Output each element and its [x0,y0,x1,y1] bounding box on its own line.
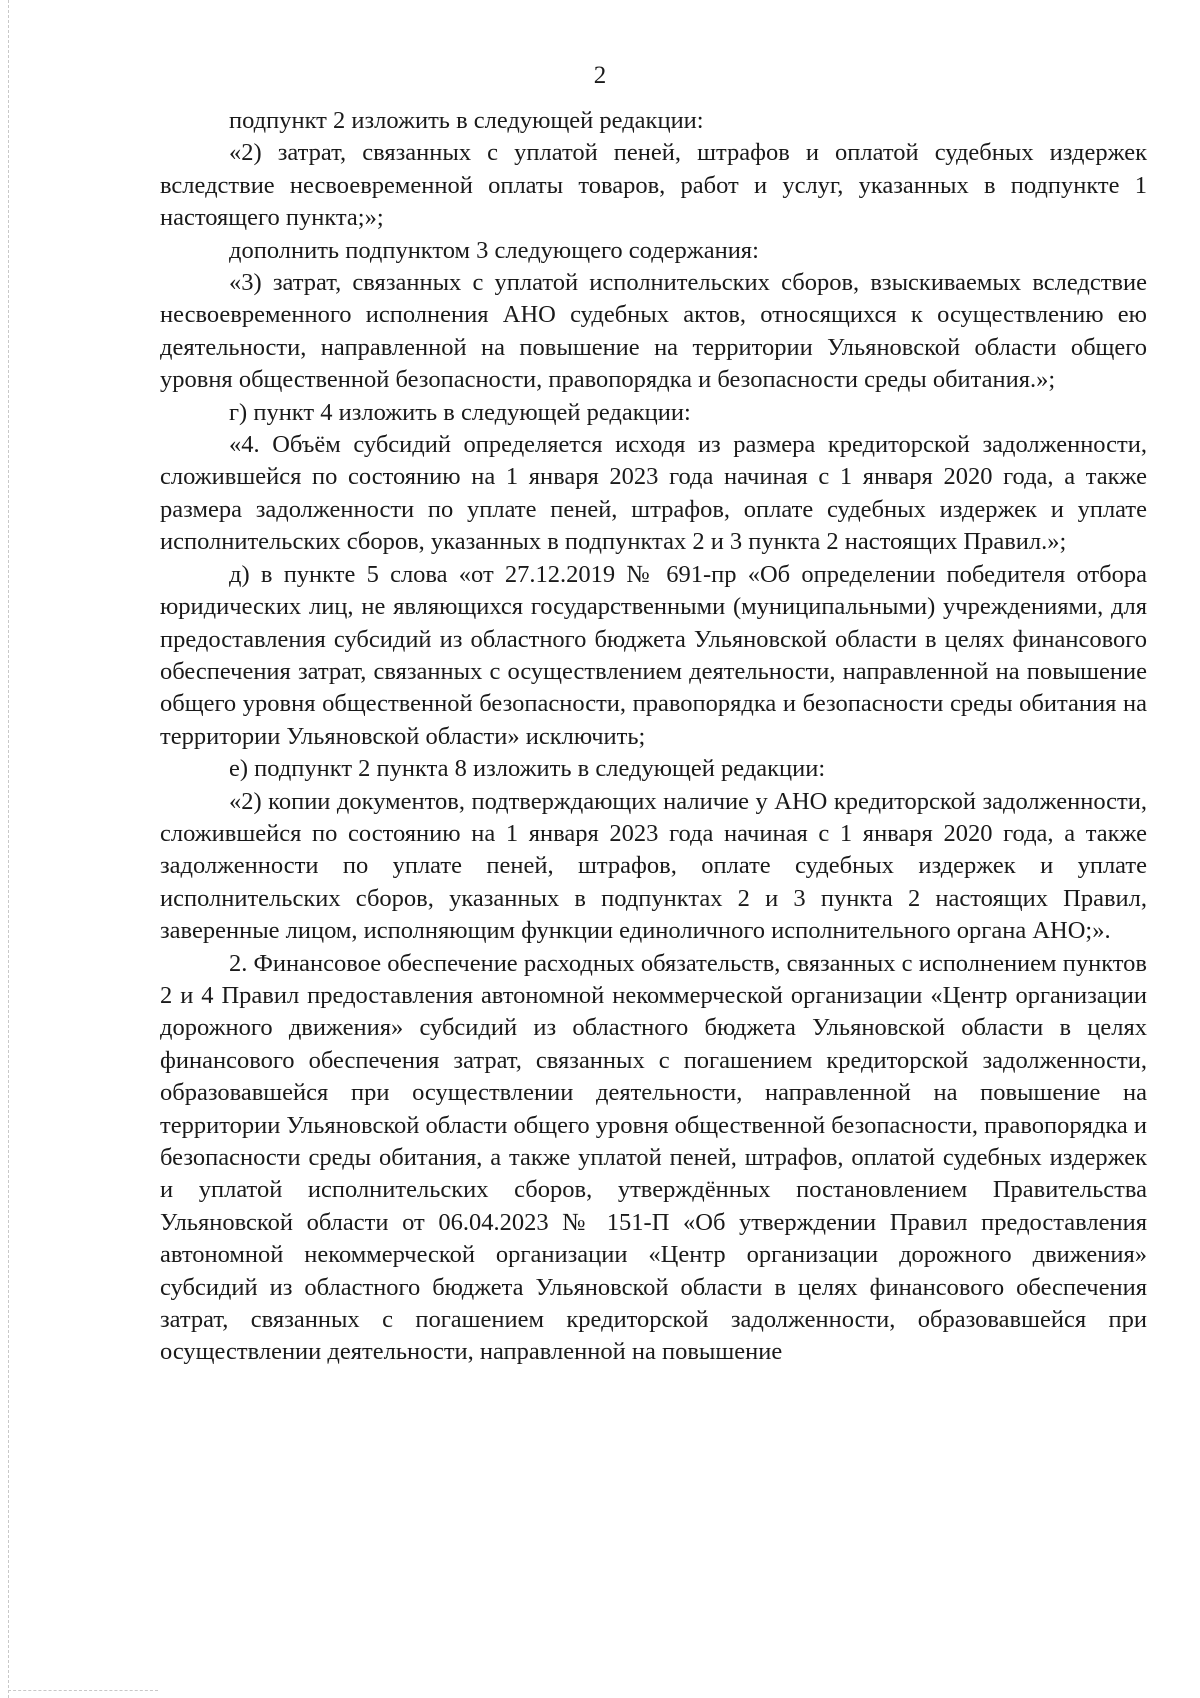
document-body [160,105,1147,1369]
paragraph: «2) копии документов, подтверждающих наличие у АНО кредиторской задолженности, сложившейся по состоянию на 1 января 2023 года начиная с 1 января 2020 года, а также задолженности по уплате пеней, штрафов, оплате судебных издержек и уплате исполнительских сборов, указанных в подпунктах 2 и 3 пункта 2 настоящих Правил, заверенные лицом, исполняющим функции единоличного исполнительного органа АНО;». [160,787,1147,945]
scan-corner-line [8,1690,158,1691]
paragraph: е) подпункт 2 пункта 8 изложить в следующей редакции: [229,755,826,783]
paragraph: «3) затрат, связанных с уплатой исполнительских сборов, взыскиваемых вследствие несвоевременного исполнения АНО судебных актов, относящихся к осуществлению ею деятельности, направленной на повышение на территории Ульяновской области общего уровня общественной безопасности, правопорядка и безопасности среды обитания.»; [160,269,1147,394]
paragraph: подпункт 2 изложить в следующей редакции: [229,107,704,134]
paragraph: «4. Объём субсидий определяется исходя из размера кредиторской задолженности, сложившейся по состоянию на 1 января 2023 года начиная с 1 января 2020 года, а также размера задолженности по уплате пеней, штрафов, оплате судебных издержек и уплате исполнительских сборов, указанных в подпунктах 2 и 3 пункта 2 настоящих Правил.»; [160,431,1147,556]
paragraph: д) в пункте 5 слова «от 27.12.2019 № 691-пр «Об определении победителя отбора юридических лиц, не являющихся государственными (муниципальными) учреждениями, для предоставления субсидий из областного бюджета Ульяновской области в целях финансового обеспечения затрат, связанных с осуществлением деятельности, направленной на повышение общего уровня общественной безопасности, правопорядка и безопасности среды обитания на территории Ульяновской области» исключить; [160,560,1147,750]
paragraph: «2) затрат, связанных с уплатой пеней, штрафов и оплатой судебных издержек вследствие несвоевременной оплаты товаров, работ и услуг, указанных в подпункте 1 настоящего пункта;»; [160,139,1147,232]
scan-edge-line [8,0,9,1698]
page-number: 2 [593,62,607,89]
paragraph: 2. Финансовое обеспечение расходных обязательств, связанных с исполнением пунктов 2 и 4 Правил предоставления автономной некоммерческой организации «Центр организации дорожного движения» субсидий из областного бюджета Ульяновской области в целях финансового обеспечения затрат, связанных с погашением кредиторской задолженности, образовавшейся при осуществлении деятельности, направленной на повышение на территории Ульяновской области общего уровня общественной безопасности, правопорядка и безопасности среды обитания, а также уплатой пеней, штрафов, оплатой судебных издержек и уплатой исполнительских сборов, утверждённых постановлением Правительства Ульяновской области от 06.04.2023 № 151-П «Об утверждении Правил предоставления автономной некоммерческой организации «Центр организации дорожного движения» субсидий из областного бюджета Ульяновской области в целях финансового обеспечения затрат, связанных с погашением кредиторской задолженности, образовавшейся при осуществлении деятельности, направленной на повышение [160,949,1147,1366]
paragraph: г) пункт 4 изложить в следующей редакции: [229,398,691,426]
paragraph: дополнить подпунктом 3 следующего содержания: [229,236,759,264]
